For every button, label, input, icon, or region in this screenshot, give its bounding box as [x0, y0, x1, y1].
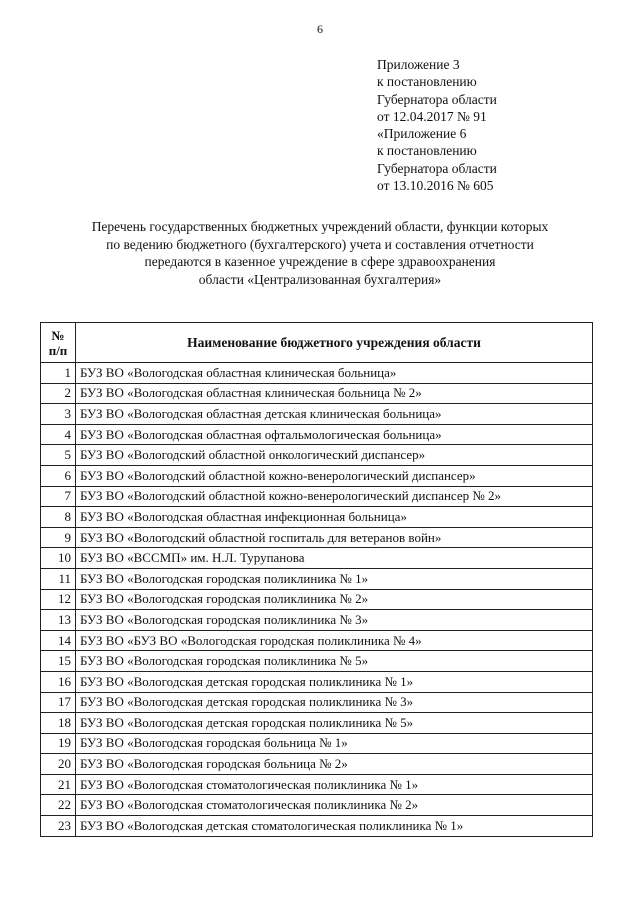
- row-number: 1: [41, 363, 76, 384]
- institution-name: БУЗ ВО «Вологодская областная клиническая больница»: [76, 363, 593, 384]
- table-row: [41, 507, 593, 528]
- row-number: 2: [41, 383, 76, 404]
- institution-name: БУЗ ВО «Вологодская городская поликлиника № 1»: [76, 568, 593, 589]
- table-row: [41, 610, 593, 631]
- row-number: 17: [41, 692, 76, 713]
- appendix-line: от 12.04.2017 № 91: [377, 108, 487, 124]
- table-row: [41, 754, 593, 775]
- row-number: 15: [41, 651, 76, 672]
- row-number: 10: [41, 548, 76, 569]
- institution-name: БУЗ ВО «Вологодская детская городская поликлиника № 3»: [76, 692, 593, 713]
- table-row: [41, 465, 593, 486]
- institution-name: БУЗ ВО «Вологодская стоматологическая поликлиника № 1»: [76, 774, 593, 795]
- appendix-block: [377, 56, 497, 194]
- header-number-abbrev: п/п: [48, 342, 68, 358]
- table-row: [41, 486, 593, 507]
- table-row: [41, 816, 593, 837]
- row-number: 9: [41, 527, 76, 548]
- institution-name: БУЗ ВО «Вологодская детская городская поликлиника № 1»: [76, 671, 593, 692]
- row-number: 14: [41, 630, 76, 651]
- row-number: 13: [41, 610, 76, 631]
- title-line: передаются в казенное учреждение в сфере здравоохранения: [144, 254, 496, 269]
- table-row: [41, 733, 593, 754]
- table-row: [41, 445, 593, 466]
- appendix-line: к постановлению: [377, 143, 477, 159]
- table-row: [41, 589, 593, 610]
- row-number: 4: [41, 424, 76, 445]
- table-row: [41, 527, 593, 548]
- row-number: 19: [41, 733, 76, 754]
- institution-name: БУЗ ВО «Вологодский областной онкологический диспансер»: [76, 445, 593, 466]
- institution-name: БУЗ ВО «Вологодская областная инфекционная больница»: [76, 507, 593, 528]
- title-line: Перечень государственных бюджетных учреждений области, функции которых: [91, 219, 549, 234]
- row-number: 5: [41, 445, 76, 466]
- table-row: [41, 795, 593, 816]
- table-row: [41, 692, 593, 713]
- institution-name: БУЗ ВО «Вологодская городская поликлиника № 5»: [76, 651, 593, 672]
- table-row: [41, 671, 593, 692]
- page-number: 6: [317, 22, 323, 36]
- row-number: 12: [41, 589, 76, 610]
- institution-name: БУЗ ВО «Вологодская областная офтальмологическая больница»: [76, 424, 593, 445]
- table-row: [41, 568, 593, 589]
- institution-name: БУЗ ВО «Вологодская городская поликлиника № 2»: [76, 589, 593, 610]
- row-number: 23: [41, 816, 76, 837]
- appendix-line: Губернатора области: [377, 91, 497, 107]
- institution-name: БУЗ ВО «Вологодский областной кожно-венерологический диспансер № 2»: [76, 486, 593, 507]
- table-row: [41, 774, 593, 795]
- header-name: Наименование бюджетного учреждения области: [76, 323, 593, 363]
- appendix-line: к постановлению: [377, 74, 477, 90]
- institution-name: БУЗ ВО «БУЗ ВО «Вологодская городская поликлиника № 4»: [76, 630, 593, 651]
- title-line: области «Централизованная бухгалтерия»: [198, 271, 442, 287]
- table-header-row: [41, 323, 593, 363]
- document-title: [40, 218, 600, 288]
- institution-name: БУЗ ВО «ВССМП» им. Н.Л. Турупанова: [76, 548, 593, 569]
- table-row: [41, 383, 593, 404]
- table-row: [41, 651, 593, 672]
- institution-name: БУЗ ВО «Вологодская детская городская поликлиника № 5»: [76, 713, 593, 734]
- row-number: 22: [41, 795, 76, 816]
- appendix-line: «Приложение 6: [377, 126, 467, 142]
- header-number: [41, 323, 76, 363]
- row-number: 16: [41, 671, 76, 692]
- appendix-line: от 13.10.2016 № 605: [377, 178, 494, 194]
- row-number: 8: [41, 507, 76, 528]
- title-line: по ведению бюджетного (бухгалтерского) учета и составления отчетности: [106, 236, 534, 252]
- row-number: 7: [41, 486, 76, 507]
- row-number: 11: [41, 568, 76, 589]
- row-number: 20: [41, 754, 76, 775]
- institutions-table: [40, 322, 593, 837]
- table-row: [41, 363, 593, 384]
- institution-name: БУЗ ВО «Вологодский областной кожно-венерологический диспансер»: [76, 465, 593, 486]
- header-number-symbol: №: [51, 327, 65, 343]
- institution-name: БУЗ ВО «Вологодская областная детская клиническая больница»: [76, 404, 593, 425]
- table-row: [41, 548, 593, 569]
- appendix-line: Губернатора области: [377, 160, 497, 176]
- institution-name: БУЗ ВО «Вологодская областная клиническая больница № 2»: [76, 383, 593, 404]
- appendix-line: Приложение 3: [377, 57, 460, 72]
- institution-name: БУЗ ВО «Вологодский областной госпиталь для ветеранов войн»: [76, 527, 593, 548]
- institution-name: БУЗ ВО «Вологодская стоматологическая поликлиника № 2»: [76, 795, 593, 816]
- table-row: [41, 630, 593, 651]
- institution-name: БУЗ ВО «Вологодская городская больница № 2»: [76, 754, 593, 775]
- institution-name: БУЗ ВО «Вологодская детская стоматологическая поликлиника № 1»: [76, 816, 593, 837]
- row-number: 18: [41, 713, 76, 734]
- institution-name: БУЗ ВО «Вологодская городская поликлиника № 3»: [76, 610, 593, 631]
- institution-name: БУЗ ВО «Вологодская городская больница № 1»: [76, 733, 593, 754]
- table-body: [41, 363, 593, 837]
- table-row: [41, 424, 593, 445]
- table-row: [41, 404, 593, 425]
- row-number: 6: [41, 465, 76, 486]
- row-number: 21: [41, 774, 76, 795]
- row-number: 3: [41, 404, 76, 425]
- table-row: [41, 713, 593, 734]
